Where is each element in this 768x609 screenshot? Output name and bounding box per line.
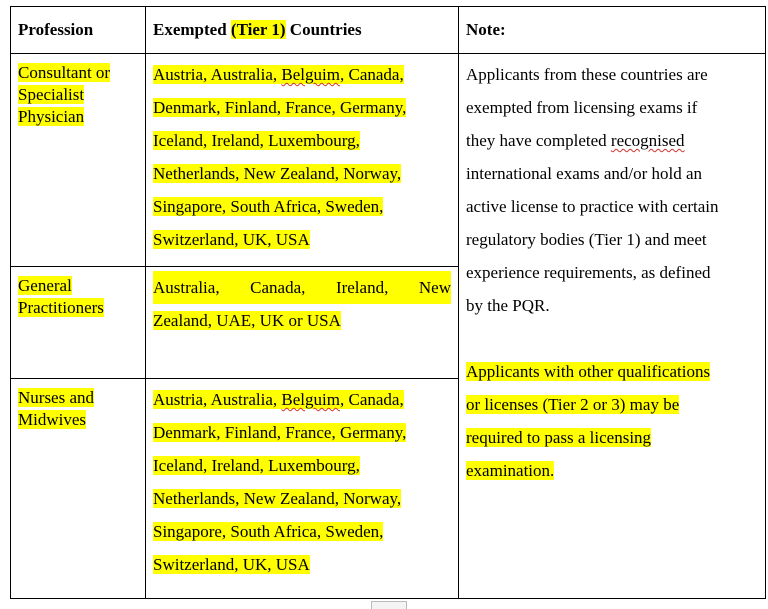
spellcheck-word: Belguim [281,65,340,84]
table-row [11,54,766,267]
header-note: Note: [459,7,766,54]
header-profession: Profession [11,7,146,54]
countries-cell: Australia, Canada, Ireland, New Zealand, UAE, UK or USA [146,267,459,379]
countries-cell: Austria, Australia, Belguim, Canada, Denmark, Finland, France, Germany, Iceland, Ireland, Luxembourg, Netherlands, New Zealand, Norway, Singapore, South Africa, Sweden, Switzerland, UK, USA [146,379,459,599]
profession-cell: General Practitioners [11,267,146,379]
spellcheck-word: recognised [610,131,685,150]
justified-line: Australia, Canada, Ireland, New [153,271,451,304]
spellcheck-word: Belguim [281,390,340,409]
exemption-table [10,6,766,599]
profession-cell: Nurses and Midwives [11,379,146,599]
countries-cell: Austria, Australia, Belguim, Canada, Denmark, Finland, France, Germany, Iceland, Ireland, Luxembourg, Netherlands, New Zealand, Norway, Singapore, South Africa, Sweden, Switzerland, UK, USA [146,54,459,267]
header-row [11,7,766,54]
profession-cell: Consultant or Specialist Physician [11,54,146,267]
note-cell: Applicants from these countries are exempted from licensing exams if they have completed recognised international exams and/or hold an active license to practice with certain regulatory bodies (Tier 1) and meet experience requirements, as defined by the PQR. Applicants with other qualifications or licenses (Tier 2 or 3) may be required to pass a licensing examination. [459,54,766,599]
header-countries: Exempted (Tier 1) Countries [146,7,459,54]
